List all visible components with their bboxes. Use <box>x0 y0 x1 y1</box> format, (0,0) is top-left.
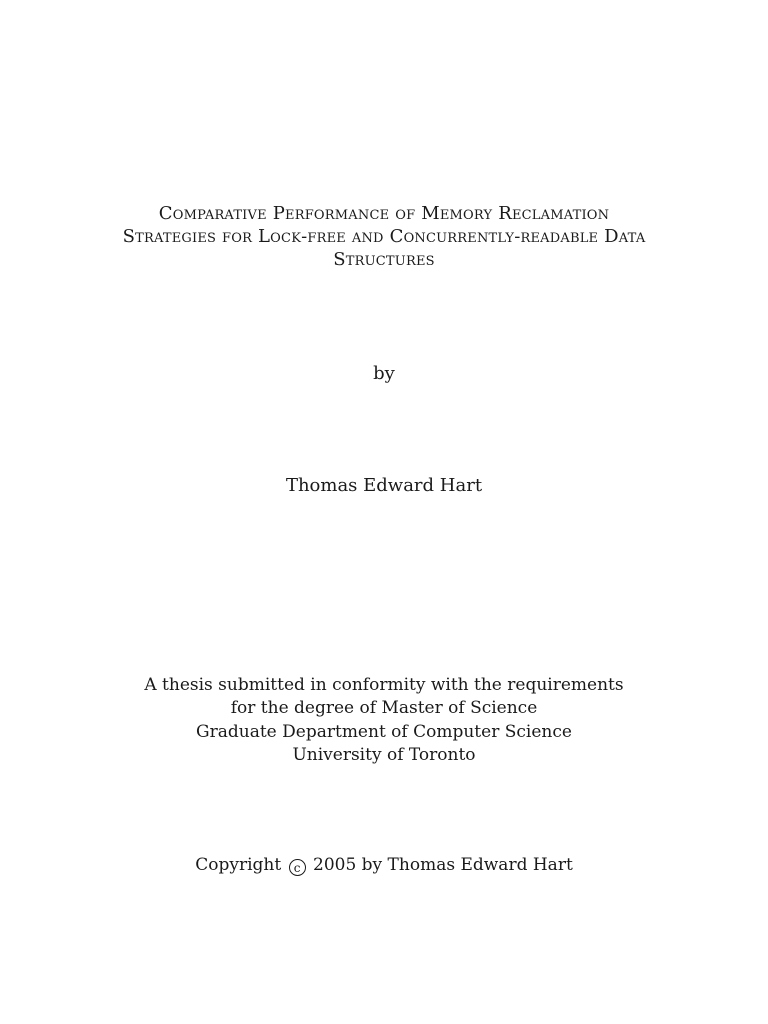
submission-line-2: for the degree of Master of Science <box>230 698 538 719</box>
thesis-title <box>0 202 768 271</box>
copyright-prefix: Copyright <box>195 855 282 875</box>
copyright-suffix: 2005 by Thomas Edward Hart <box>313 855 573 875</box>
by-label: by <box>373 363 395 384</box>
copyright-icon: c <box>289 859 306 876</box>
submission-statement <box>0 674 768 767</box>
author-name: Thomas Edward Hart <box>285 475 483 496</box>
title-line-1: Comparative Performance of Memory Reclamation <box>158 203 610 224</box>
title-line-3: Structures <box>333 249 435 270</box>
submission-line-3: Graduate Department of Computer Science <box>196 721 572 742</box>
submission-line-4: University of Toronto <box>292 744 476 765</box>
submission-line-1: A thesis submitted in conformity with the requirements <box>144 675 624 695</box>
title-line-2: Strategies for Lock-free and Concurrently-readable Data <box>122 226 646 247</box>
copyright-notice <box>0 854 768 877</box>
